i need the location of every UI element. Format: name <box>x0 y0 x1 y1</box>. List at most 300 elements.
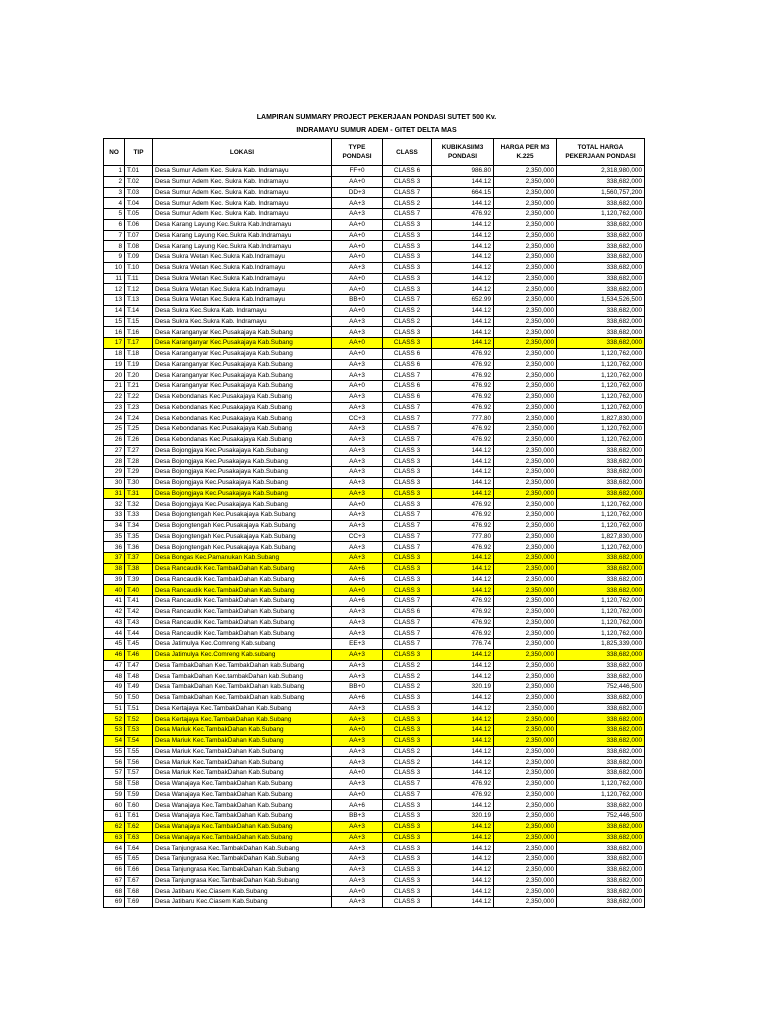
cell-lokasi: Desa Sumur Adem Kec. Sukra Kab. Indramayu <box>153 166 332 177</box>
table-row <box>104 875 645 886</box>
cell-tip: T.22 <box>125 391 153 402</box>
cell-class: CLASS 7 <box>383 510 432 521</box>
cell-class: CLASS 3 <box>383 262 432 273</box>
cell-class: CLASS 3 <box>383 811 432 822</box>
table-row <box>104 585 645 596</box>
cell-type: AA+0 <box>332 230 383 241</box>
cell-lokasi: Desa Bongas Kec.Pamanukan Kab.Subang <box>153 553 332 564</box>
cell-kubikasi: 144.12 <box>432 262 494 273</box>
cell-type: DD+3 <box>332 187 383 198</box>
table-row <box>104 187 645 198</box>
cell-type: AA+3 <box>332 821 383 832</box>
cell-harga: 2,350,000 <box>494 628 557 639</box>
cell-no: 10 <box>104 262 125 273</box>
cell-no: 54 <box>104 735 125 746</box>
cell-tip: T.62 <box>125 821 153 832</box>
cell-type: BB+0 <box>332 295 383 306</box>
cell-tip: T.46 <box>125 649 153 660</box>
cell-class: CLASS 3 <box>383 875 432 886</box>
cell-class: CLASS 3 <box>383 338 432 349</box>
cell-no: 26 <box>104 434 125 445</box>
cell-harga: 2,350,000 <box>494 660 557 671</box>
cell-kubikasi: 144.12 <box>432 746 494 757</box>
cell-lokasi: Desa Tanjungrasa Kec.TambakDahan Kab.Subang <box>153 854 332 865</box>
cell-type: AA+0 <box>332 273 383 284</box>
cell-kubikasi: 144.12 <box>432 477 494 488</box>
cell-total: 1,120,762,000 <box>557 391 645 402</box>
table-row <box>104 230 645 241</box>
cell-harga: 2,350,000 <box>494 209 557 220</box>
cell-lokasi: Desa Wanajaya Kec.TambakDahan Kab.Subang <box>153 832 332 843</box>
cell-total: 338,682,000 <box>557 305 645 316</box>
cell-no: 29 <box>104 467 125 478</box>
cell-class: CLASS 7 <box>383 789 432 800</box>
cell-type: AA+0 <box>332 725 383 736</box>
cell-harga: 2,350,000 <box>494 370 557 381</box>
cell-total: 338,682,000 <box>557 467 645 478</box>
cell-type: AA+0 <box>332 305 383 316</box>
cell-type: AA+0 <box>332 219 383 230</box>
cell-lokasi: Desa Kertajaya Kec.TambakDahan Kab.Subang <box>153 703 332 714</box>
table-row <box>104 574 645 585</box>
cell-type: AA+3 <box>332 424 383 435</box>
cell-no: 14 <box>104 305 125 316</box>
cell-total: 1,827,830,000 <box>557 531 645 542</box>
cell-class: CLASS 3 <box>383 703 432 714</box>
cell-tip: T.17 <box>125 338 153 349</box>
cell-tip: T.39 <box>125 574 153 585</box>
cell-harga: 2,350,000 <box>494 413 557 424</box>
cell-kubikasi: 476.92 <box>432 499 494 510</box>
cell-kubikasi: 144.12 <box>432 671 494 682</box>
cell-harga: 2,350,000 <box>494 316 557 327</box>
cell-tip: T.41 <box>125 596 153 607</box>
cell-total: 1,534,526,500 <box>557 295 645 306</box>
cell-class: CLASS 3 <box>383 553 432 564</box>
cell-kubikasi: 144.12 <box>432 692 494 703</box>
table-row <box>104 531 645 542</box>
cell-kubikasi: 777.80 <box>432 413 494 424</box>
cell-tip: T.60 <box>125 800 153 811</box>
cell-lokasi: Desa Rancaudik Kec.TambakDahan Kab.Subang <box>153 628 332 639</box>
cell-lokasi: Desa Bojongjaya Kec.Pusakajaya Kab.Subang <box>153 456 332 467</box>
cell-class: CLASS 3 <box>383 725 432 736</box>
cell-total: 338,682,000 <box>557 198 645 209</box>
cell-no: 35 <box>104 531 125 542</box>
cell-tip: T.16 <box>125 327 153 338</box>
cell-class: CLASS 7 <box>383 639 432 650</box>
cell-tip: T.40 <box>125 585 153 596</box>
cell-total: 338,682,000 <box>557 284 645 295</box>
cell-class: CLASS 6 <box>383 606 432 617</box>
cell-no: 49 <box>104 682 125 693</box>
cell-type: AA+3 <box>332 735 383 746</box>
cell-no: 36 <box>104 542 125 553</box>
cell-lokasi: Desa Mariuk Kec.TambakDahan Kab.Subang <box>153 757 332 768</box>
cell-kubikasi: 476.92 <box>432 348 494 359</box>
cell-lokasi: Desa Rancaudik Kec.TambakDahan Kab.Subang <box>153 585 332 596</box>
cell-harga: 2,350,000 <box>494 789 557 800</box>
cell-no: 3 <box>104 187 125 198</box>
cell-kubikasi: 476.92 <box>432 520 494 531</box>
cell-kubikasi: 652.99 <box>432 295 494 306</box>
cell-total: 338,682,000 <box>557 875 645 886</box>
cell-tip: T.28 <box>125 456 153 467</box>
cell-no: 20 <box>104 370 125 381</box>
table-row <box>104 198 645 209</box>
cell-lokasi: Desa Sukra Wetan Kec.Sukra Kab.Indramayu <box>153 273 332 284</box>
cell-kubikasi: 476.92 <box>432 542 494 553</box>
cell-type: AA+3 <box>332 875 383 886</box>
table-row <box>104 510 645 521</box>
cell-lokasi: Desa Mariuk Kec.TambakDahan Kab.Subang <box>153 725 332 736</box>
table-row <box>104 617 645 628</box>
cell-lokasi: Desa Karanganyar Kec.Pusakajaya Kab.Subang <box>153 359 332 370</box>
cell-no: 55 <box>104 746 125 757</box>
cell-tip: T.15 <box>125 316 153 327</box>
cell-class: CLASS 3 <box>383 854 432 865</box>
cell-class: CLASS 3 <box>383 574 432 585</box>
cell-class: CLASS 6 <box>383 348 432 359</box>
cell-class: CLASS 6 <box>383 166 432 177</box>
cell-kubikasi: 476.92 <box>432 402 494 413</box>
cell-harga: 2,350,000 <box>494 434 557 445</box>
cell-lokasi: Desa Rancaudik Kec.TambakDahan Kab.Subang <box>153 596 332 607</box>
header-harga: HARGA PER M3 K.225 <box>494 139 557 166</box>
cell-kubikasi: 476.92 <box>432 359 494 370</box>
cell-class: CLASS 3 <box>383 714 432 725</box>
cell-no: 41 <box>104 596 125 607</box>
cell-no: 64 <box>104 843 125 854</box>
cell-lokasi: Desa Bojongjaya Kec.Pusakajaya Kab.Subang <box>153 445 332 456</box>
cell-harga: 2,350,000 <box>494 295 557 306</box>
cell-total: 338,682,000 <box>557 886 645 897</box>
cell-kubikasi: 144.12 <box>432 198 494 209</box>
cell-no: 44 <box>104 628 125 639</box>
cell-kubikasi: 476.92 <box>432 628 494 639</box>
cell-tip: T.55 <box>125 746 153 757</box>
cell-total: 1,120,762,000 <box>557 628 645 639</box>
table-row <box>104 649 645 660</box>
cell-class: CLASS 2 <box>383 746 432 757</box>
cell-total: 1,120,762,000 <box>557 542 645 553</box>
cell-total: 338,682,000 <box>557 757 645 768</box>
cell-no: 53 <box>104 725 125 736</box>
cell-lokasi: Desa Sumur Adem Kec. Sukra Kab. Indramayu <box>153 176 332 187</box>
cell-total: 1,120,762,000 <box>557 370 645 381</box>
table-row <box>104 381 645 392</box>
cell-type: AA+3 <box>332 209 383 220</box>
cell-lokasi: Desa Bojongjaya Kec.Pusakajaya Kab.Subang <box>153 488 332 499</box>
cell-no: 31 <box>104 488 125 499</box>
cell-harga: 2,350,000 <box>494 703 557 714</box>
cell-class: CLASS 7 <box>383 596 432 607</box>
cell-kubikasi: 144.12 <box>432 757 494 768</box>
cell-no: 4 <box>104 198 125 209</box>
cell-lokasi: Desa Bojongjaya Kec.Pusakajaya Kab.Subang <box>153 467 332 478</box>
cell-lokasi: Desa Jatimulya Kec.Comreng Kab.subang <box>153 639 332 650</box>
cell-class: CLASS 6 <box>383 359 432 370</box>
cell-type: EE+3 <box>332 639 383 650</box>
cell-type: AA+3 <box>332 660 383 671</box>
cell-kubikasi: 144.12 <box>432 574 494 585</box>
cell-harga: 2,350,000 <box>494 639 557 650</box>
cell-class: CLASS 3 <box>383 832 432 843</box>
cell-tip: T.51 <box>125 703 153 714</box>
cell-total: 338,682,000 <box>557 725 645 736</box>
cell-kubikasi: 144.12 <box>432 456 494 467</box>
cell-tip: T.64 <box>125 843 153 854</box>
cell-kubikasi: 476.92 <box>432 778 494 789</box>
cell-lokasi: Desa Rancaudik Kec.TambakDahan Kab.Subang <box>153 574 332 585</box>
cell-tip: T.12 <box>125 284 153 295</box>
cell-class: CLASS 3 <box>383 563 432 574</box>
cell-kubikasi: 144.12 <box>432 660 494 671</box>
cell-kubikasi: 476.92 <box>432 381 494 392</box>
cell-tip: T.23 <box>125 402 153 413</box>
cell-lokasi: Desa Wanajaya Kec.TambakDahan Kab.Subang <box>153 789 332 800</box>
cell-class: CLASS 3 <box>383 327 432 338</box>
table-row <box>104 166 645 177</box>
cell-class: CLASS 3 <box>383 284 432 295</box>
cell-type: AA+0 <box>332 284 383 295</box>
cell-kubikasi: 476.92 <box>432 596 494 607</box>
cell-tip: T.49 <box>125 682 153 693</box>
cell-tip: T.42 <box>125 606 153 617</box>
cell-harga: 2,350,000 <box>494 553 557 564</box>
table-row <box>104 520 645 531</box>
cell-lokasi: Desa Tanjungrasa Kec.TambakDahan Kab.Subang <box>153 864 332 875</box>
cell-total: 1,120,762,000 <box>557 209 645 220</box>
cell-no: 22 <box>104 391 125 402</box>
cell-harga: 2,350,000 <box>494 499 557 510</box>
cell-kubikasi: 777.80 <box>432 531 494 542</box>
table-row <box>104 854 645 865</box>
cell-total: 338,682,000 <box>557 338 645 349</box>
header-kubikasi: KUBIKASI/M3 PONDASI <box>432 139 494 166</box>
table-row <box>104 316 645 327</box>
table-row <box>104 391 645 402</box>
cell-lokasi: Desa Karanganyar Kec.Pusakajaya Kab.Subang <box>153 348 332 359</box>
table-row <box>104 338 645 349</box>
cell-class: CLASS 2 <box>383 316 432 327</box>
cell-type: AA+3 <box>332 477 383 488</box>
cell-harga: 2,350,000 <box>494 596 557 607</box>
cell-lokasi: Desa Mariuk Kec.TambakDahan Kab.Subang <box>153 768 332 779</box>
cell-harga: 2,350,000 <box>494 338 557 349</box>
cell-type: AA+3 <box>332 316 383 327</box>
header-class: CLASS <box>383 139 432 166</box>
cell-no: 17 <box>104 338 125 349</box>
cell-class: CLASS 3 <box>383 800 432 811</box>
cell-kubikasi: 144.12 <box>432 735 494 746</box>
cell-harga: 2,350,000 <box>494 617 557 628</box>
table-row <box>104 886 645 897</box>
cell-no: 7 <box>104 230 125 241</box>
cell-class: CLASS 3 <box>383 252 432 263</box>
cell-harga: 2,350,000 <box>494 219 557 230</box>
cell-lokasi: Desa Bojongjaya Kec.Pusakajaya Kab.Subang <box>153 499 332 510</box>
cell-class: CLASS 2 <box>383 198 432 209</box>
cell-tip: T.08 <box>125 241 153 252</box>
cell-harga: 2,350,000 <box>494 832 557 843</box>
cell-tip: T.20 <box>125 370 153 381</box>
table-row <box>104 477 645 488</box>
cell-tip: T.04 <box>125 198 153 209</box>
table-row <box>104 800 645 811</box>
cell-type: AA+0 <box>332 176 383 187</box>
cell-lokasi: Desa Kebondanas Kec.Pusakajaya Kab.Subang <box>153 413 332 424</box>
cell-no: 58 <box>104 778 125 789</box>
cell-class: CLASS 7 <box>383 402 432 413</box>
cell-harga: 2,350,000 <box>494 886 557 897</box>
cell-total: 1,120,762,000 <box>557 606 645 617</box>
table-row <box>104 778 645 789</box>
cell-total: 338,682,000 <box>557 649 645 660</box>
cell-type: AA+3 <box>332 445 383 456</box>
cell-lokasi: Desa Karang Layung Kec.Sukra Kab.Indramayu <box>153 241 332 252</box>
cell-tip: T.18 <box>125 348 153 359</box>
cell-kubikasi: 144.12 <box>432 714 494 725</box>
cell-total: 338,682,000 <box>557 477 645 488</box>
cell-kubikasi: 476.92 <box>432 209 494 220</box>
table-row <box>104 832 645 843</box>
cell-class: CLASS 3 <box>383 273 432 284</box>
cell-tip: T.35 <box>125 531 153 542</box>
cell-total: 338,682,000 <box>557 746 645 757</box>
cell-kubikasi: 144.12 <box>432 843 494 854</box>
header-row <box>104 139 645 166</box>
cell-class: CLASS 2 <box>383 671 432 682</box>
cell-tip: T.03 <box>125 187 153 198</box>
cell-total: 1,120,762,000 <box>557 348 645 359</box>
cell-harga: 2,350,000 <box>494 778 557 789</box>
table-row <box>104 262 645 273</box>
cell-harga: 2,350,000 <box>494 284 557 295</box>
cell-harga: 2,350,000 <box>494 391 557 402</box>
cell-total: 1,120,762,000 <box>557 434 645 445</box>
cell-total: 1,825,339,000 <box>557 639 645 650</box>
cell-type: AA+6 <box>332 692 383 703</box>
cell-class: CLASS 7 <box>383 413 432 424</box>
cell-harga: 2,350,000 <box>494 854 557 865</box>
cell-total: 338,682,000 <box>557 445 645 456</box>
cell-class: CLASS 2 <box>383 682 432 693</box>
header-tip: TIP <box>125 139 153 166</box>
cell-type: AA+0 <box>332 768 383 779</box>
cell-lokasi: Desa Karang Layung Kec.Sukra Kab.Indramayu <box>153 219 332 230</box>
cell-no: 47 <box>104 660 125 671</box>
cell-total: 338,682,000 <box>557 692 645 703</box>
cell-lokasi: Desa Karanganyar Kec.Pusakajaya Kab.Subang <box>153 381 332 392</box>
cell-type: AA+0 <box>332 252 383 263</box>
cell-no: 65 <box>104 854 125 865</box>
cell-harga: 2,350,000 <box>494 757 557 768</box>
cell-lokasi: Desa TambakDahan Kec.tambakDahan kab.Subang <box>153 671 332 682</box>
cell-tip: T.01 <box>125 166 153 177</box>
cell-no: 27 <box>104 445 125 456</box>
cell-harga: 2,350,000 <box>494 606 557 617</box>
cell-kubikasi: 664.15 <box>432 187 494 198</box>
cell-lokasi: Desa Kebondanas Kec.Pusakajaya Kab.Subang <box>153 402 332 413</box>
cell-type: BB+3 <box>332 811 383 822</box>
cell-harga: 2,350,000 <box>494 488 557 499</box>
table-row <box>104 488 645 499</box>
cell-class: CLASS 3 <box>383 477 432 488</box>
cell-total: 338,682,000 <box>557 585 645 596</box>
cell-lokasi: Desa Mariuk Kec.TambakDahan Kab.Subang <box>153 735 332 746</box>
cell-kubikasi: 144.12 <box>432 488 494 499</box>
cell-kubikasi: 144.12 <box>432 219 494 230</box>
cell-total: 1,120,762,000 <box>557 424 645 435</box>
cell-kubikasi: 144.12 <box>432 305 494 316</box>
cell-no: 37 <box>104 553 125 564</box>
cell-type: AA+3 <box>332 327 383 338</box>
table-row <box>104 327 645 338</box>
cell-tip: T.66 <box>125 864 153 875</box>
cell-class: CLASS 7 <box>383 424 432 435</box>
cell-total: 1,120,762,000 <box>557 520 645 531</box>
table-body <box>104 166 645 908</box>
cell-type: AA+3 <box>332 671 383 682</box>
cell-total: 1,827,830,000 <box>557 413 645 424</box>
cell-class: CLASS 3 <box>383 821 432 832</box>
cell-type: AA+0 <box>332 585 383 596</box>
cell-lokasi: Desa Tanjungrasa Kec.TambakDahan Kab.Subang <box>153 843 332 854</box>
cell-lokasi: Desa Sukra Wetan Kec.Sukra Kab.Indramayu <box>153 284 332 295</box>
cell-total: 338,682,000 <box>557 327 645 338</box>
cell-total: 338,682,000 <box>557 553 645 564</box>
cell-lokasi: Desa Rancaudik Kec.TambakDahan Kab.Subang <box>153 617 332 628</box>
table-row <box>104 424 645 435</box>
cell-kubikasi: 144.12 <box>432 284 494 295</box>
table-row <box>104 284 645 295</box>
cell-kubikasi: 144.12 <box>432 467 494 478</box>
cell-harga: 2,350,000 <box>494 821 557 832</box>
cell-harga: 2,350,000 <box>494 252 557 263</box>
cell-type: AA+3 <box>332 402 383 413</box>
cell-harga: 2,350,000 <box>494 811 557 822</box>
cell-tip: T.68 <box>125 886 153 897</box>
cell-harga: 2,350,000 <box>494 725 557 736</box>
cell-no: 51 <box>104 703 125 714</box>
cell-no: 45 <box>104 639 125 650</box>
cell-class: CLASS 3 <box>383 649 432 660</box>
cell-kubikasi: 144.12 <box>432 800 494 811</box>
table-row <box>104 273 645 284</box>
cell-tip: T.19 <box>125 359 153 370</box>
table-row <box>104 467 645 478</box>
cell-no: 68 <box>104 886 125 897</box>
table-row <box>104 596 645 607</box>
cell-no: 16 <box>104 327 125 338</box>
cell-total: 338,682,000 <box>557 563 645 574</box>
cell-harga: 2,350,000 <box>494 746 557 757</box>
cell-lokasi: Desa Sumur Adem Kec. Sukra Kab. Indramayu <box>153 187 332 198</box>
cell-harga: 2,350,000 <box>494 241 557 252</box>
cell-harga: 2,350,000 <box>494 176 557 187</box>
cell-kubikasi: 476.92 <box>432 391 494 402</box>
table-row <box>104 434 645 445</box>
cell-type: AA+3 <box>332 510 383 521</box>
cell-no: 6 <box>104 219 125 230</box>
cell-class: CLASS 7 <box>383 520 432 531</box>
cell-class: CLASS 3 <box>383 864 432 875</box>
cell-harga: 2,350,000 <box>494 510 557 521</box>
cell-harga: 2,350,000 <box>494 456 557 467</box>
cell-no: 21 <box>104 381 125 392</box>
cell-class: CLASS 7 <box>383 617 432 628</box>
